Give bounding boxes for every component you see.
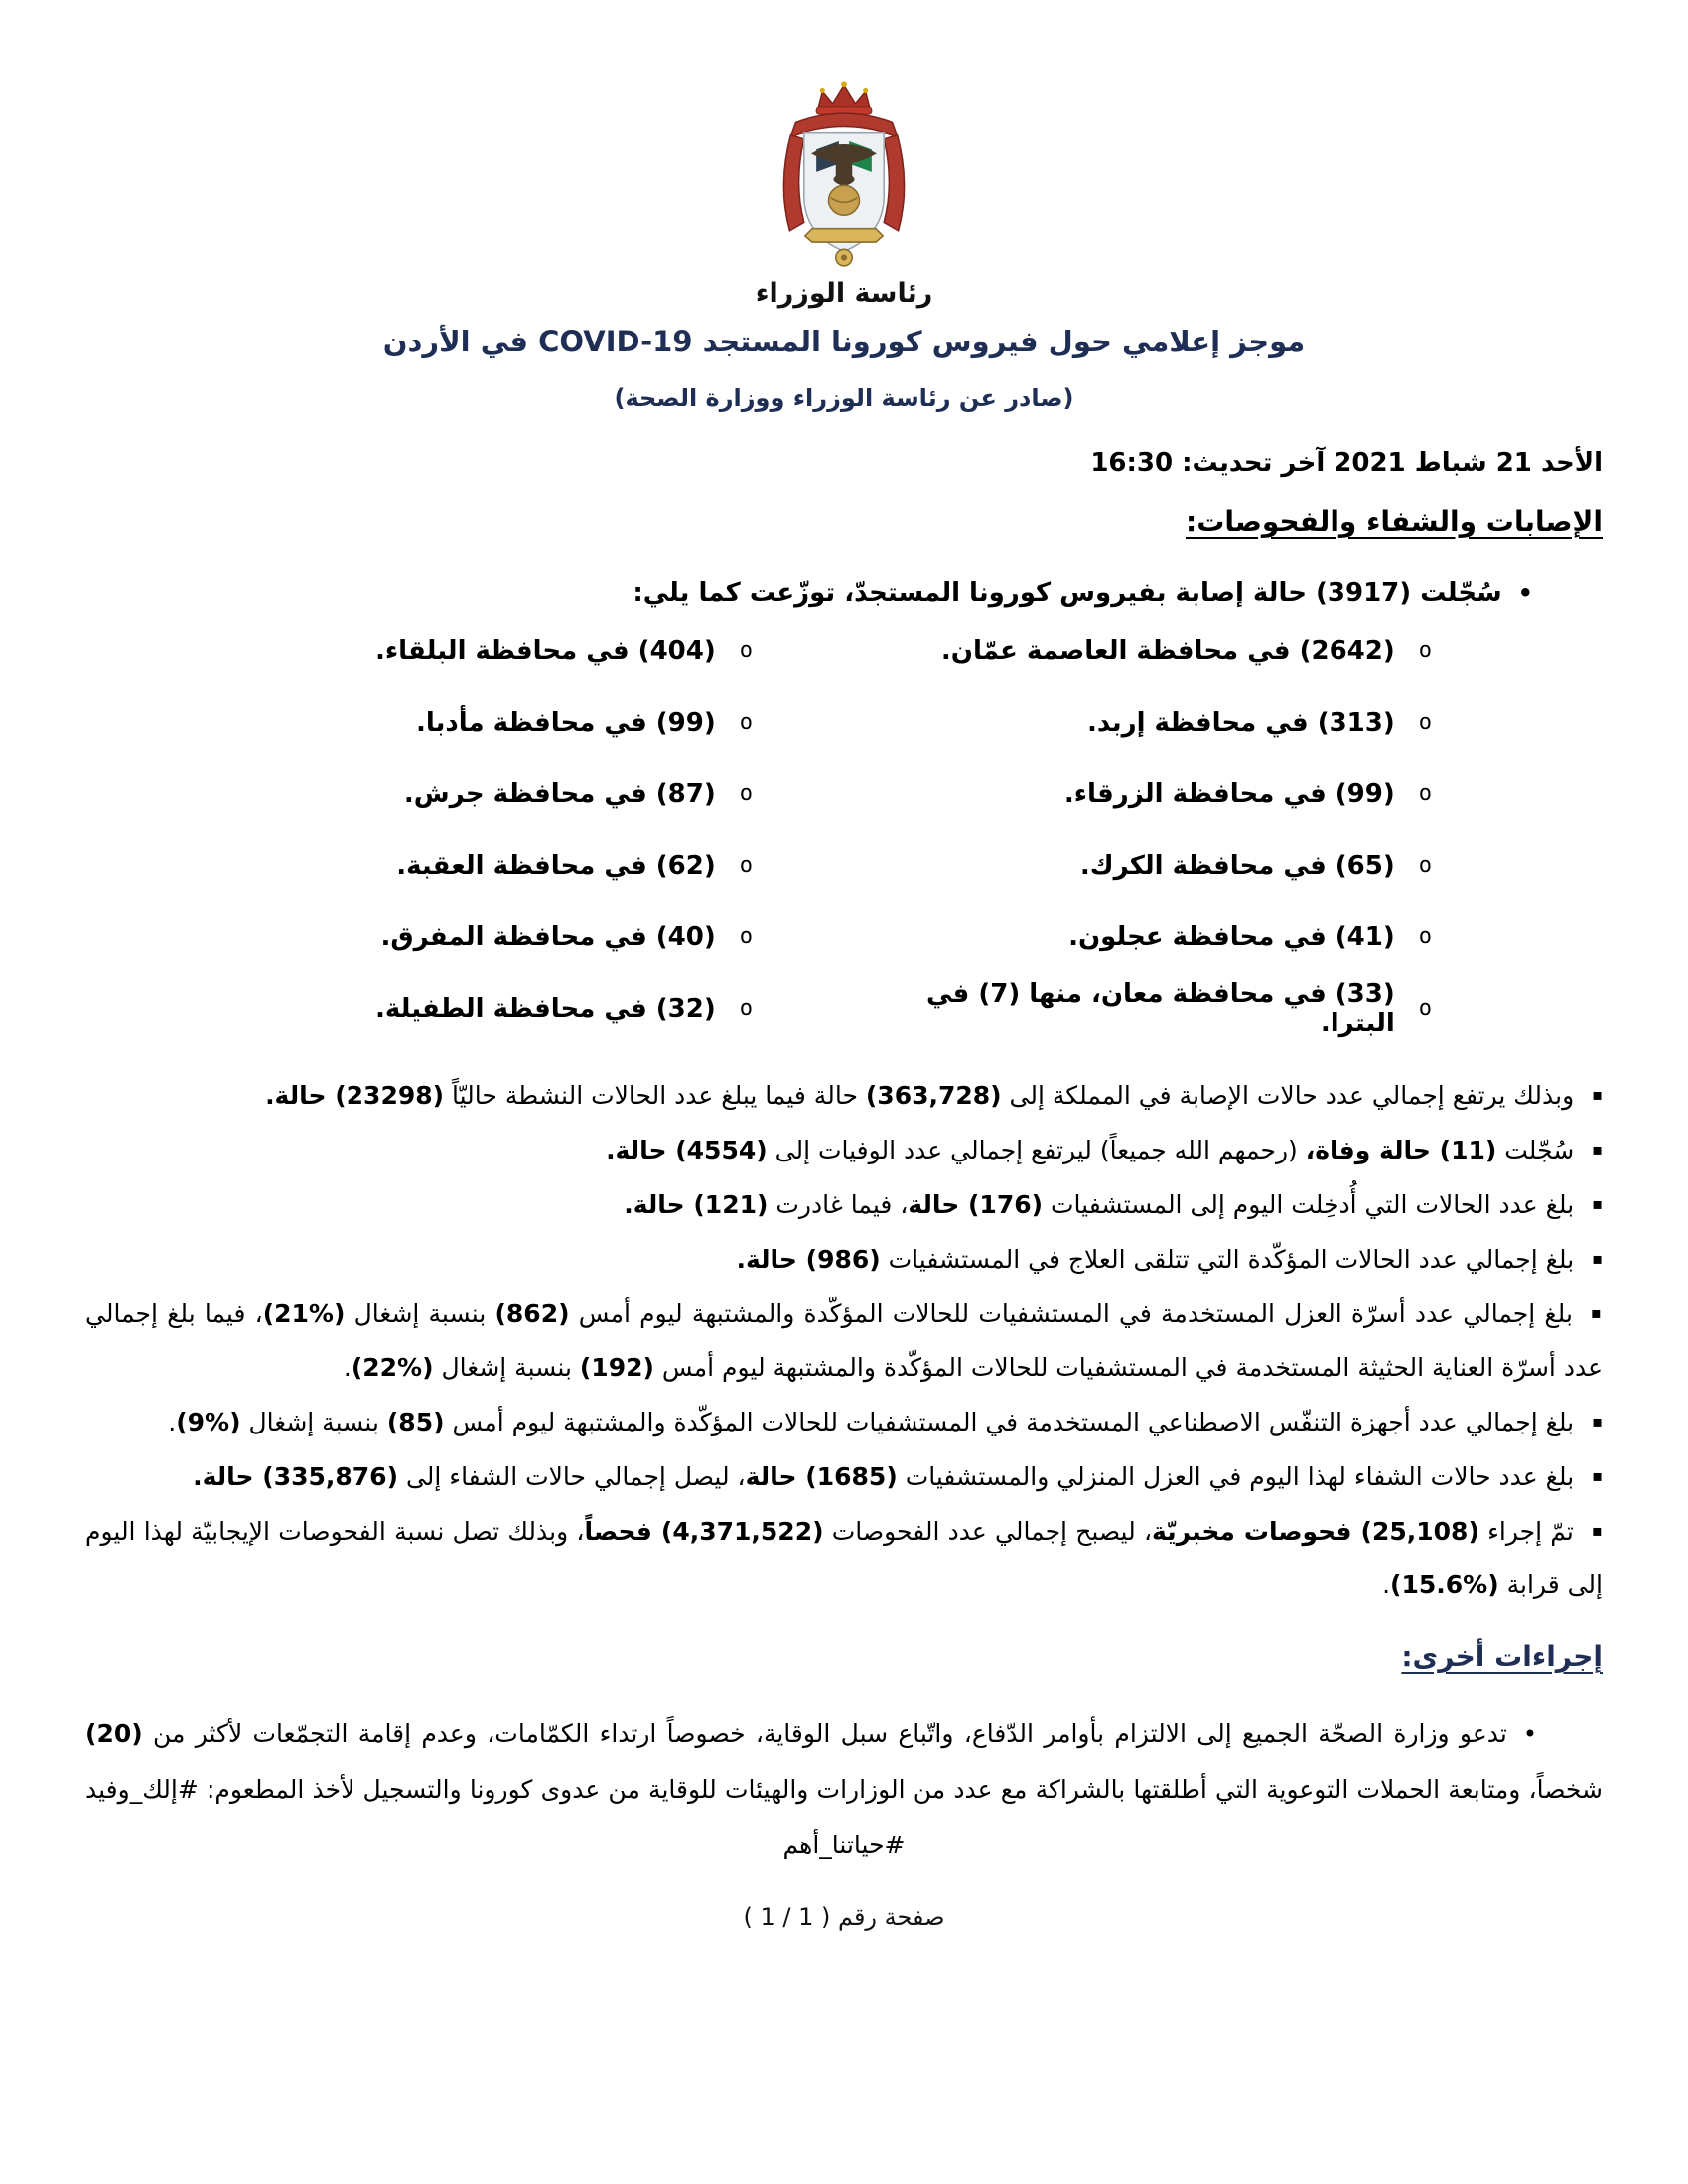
governorate-text: (40) في محافظة المفرق. xyxy=(380,922,716,952)
circle-bullet-icon: o xyxy=(1418,710,1432,735)
circle-bullet-icon: o xyxy=(739,924,753,949)
section-heading-other-measures: إجراءات أخرى: xyxy=(1401,1640,1603,1673)
governorate-text: (65) في محافظة الكرك. xyxy=(1079,851,1395,881)
governorate-item xyxy=(844,830,1603,901)
document-header xyxy=(85,77,1603,309)
disc-bullet-icon: • xyxy=(1522,1720,1537,1748)
square-bullet-icon: ▪ xyxy=(1590,1303,1603,1322)
page-title: موجز إعلامي حول فيروس كورونا المستجد COVID-19 في الأردن xyxy=(382,325,1306,358)
circle-bullet-icon: o xyxy=(1418,853,1432,878)
square-bullet-icon: ▪ xyxy=(1592,1249,1603,1268)
governorate-item xyxy=(844,758,1603,830)
governorate-text: (32) في محافظة الطفيلة. xyxy=(375,994,716,1024)
circle-bullet-icon: o xyxy=(1418,996,1432,1021)
stat-item-deaths xyxy=(85,1123,1603,1177)
disc-bullet-icon: • xyxy=(1517,579,1533,607)
governorate-text: (2642) في محافظة العاصمة عمّان. xyxy=(940,636,1395,666)
governorate-text: (33) في محافظة معان، منها (7) في البترا. xyxy=(925,979,1395,1038)
governorate-text: (313) في محافظة إربد. xyxy=(1086,708,1395,738)
stat-item-hospitalized-confirmed xyxy=(85,1232,1603,1287)
square-bullet-icon: ▪ xyxy=(1592,1194,1603,1213)
page-subtitle: (صادر عن رئاسة الوزراء ووزارة الصحة) xyxy=(614,384,1074,412)
circle-bullet-icon: o xyxy=(739,710,753,735)
governorate-item xyxy=(85,758,844,830)
circle-bullet-icon: o xyxy=(739,638,753,663)
circle-bullet-icon: o xyxy=(739,996,753,1021)
date-line: الأحد 21 شباط 2021 آخر تحديث: 16:30 xyxy=(1090,448,1603,478)
section-heading-cases: الإصابات والشفاء والفحوصات: xyxy=(1186,505,1603,538)
governorate-text: (99) في محافظة الزرقاء. xyxy=(1063,779,1395,809)
stat-text: تمّ إجراء (25,108) فحوصات مخبريّة، ليصبح إجمالي عدد الفحوصات (4,371,522) فحصاً، وبذلك تصل نسبة الفحوصات الإيجابيّة لهذا اليوم إلى قرابة (%15.6). xyxy=(85,1517,1603,1599)
stat-text: بلغ عدد حالات الشفاء لهذا اليوم في العزل المنزلي والمستشفيات (1685) حالة، ليصل إجمالي حالات الشفاء إلى (335,876) حالة. xyxy=(193,1462,1575,1491)
square-bullet-icon: ▪ xyxy=(1592,1140,1603,1159)
governorate-text: (87) في محافظة جرش. xyxy=(403,779,716,809)
stat-item-isolation-icu-beds xyxy=(85,1287,1603,1395)
stat-item-lab-tests xyxy=(85,1504,1603,1612)
circle-bullet-icon: o xyxy=(739,853,753,878)
governorate-item xyxy=(85,687,844,758)
governorate-item xyxy=(85,901,844,973)
stat-item-ventilators xyxy=(85,1395,1603,1449)
governorate-item xyxy=(844,615,1603,687)
logo-caption: رئاسة الوزراء xyxy=(755,278,933,309)
governorate-item xyxy=(844,687,1603,758)
stat-text: وبذلك يرتفع إجمالي عدد حالات الإصابة في المملكة إلى (363,728) حالة فيما يبلغ عدد الحالات النشطة حاليّاً (23298) حالة. xyxy=(265,1081,1575,1110)
governorates-list xyxy=(85,615,1603,1044)
governorate-item xyxy=(844,901,1603,973)
cases-intro-bullet xyxy=(85,578,1603,608)
governorate-text: (404) في محافظة البلقاء. xyxy=(374,636,716,666)
governorate-text: (41) في محافظة عجلون. xyxy=(1068,922,1395,952)
cases-intro-text: سُجّلت (3917) حالة إصابة بفيروس كورونا المستجدّ، توزّعت كما يلي: xyxy=(633,578,1502,608)
governorate-item xyxy=(85,973,844,1044)
statistics-list xyxy=(85,1068,1603,1612)
circle-bullet-icon: o xyxy=(1418,781,1432,806)
call-text: تدعو وزارة الصحّة الجميع إلى الالتزام بأوامر الدّفاع، واتّباع سبل الوقاية، خصوصاً ارتداء الكمّامات، وعدم إقامة التجمّعات لأكثر من (20) شخصاً، ومتابعة الحملات التوعوية التي أطلقتها بالشراكة مع عدد من الوزارات والهيئات للوقاية من عدوى كورونا والتسجيل لأخذ المطعوم: #إلك_وفيد #حياتنا_أهم xyxy=(85,1719,1603,1859)
stat-item-hospital-admissions xyxy=(85,1177,1603,1232)
governorate-item xyxy=(85,830,844,901)
stat-text: بلغ عدد الحالات التي أُدخِلت اليوم إلى المستشفيات (176) حالة، فيما غادرت (121) حالة. xyxy=(624,1190,1575,1219)
health-ministry-call-bullet xyxy=(85,1706,1603,1873)
governorate-item xyxy=(85,615,844,687)
jordan-coat-of-arms-logo xyxy=(755,77,933,272)
stat-text: سُجّلت (11) حالة وفاة، (رحمهم الله جميعاً) ليرتفع إجمالي عدد الوفيات إلى (4554) حالة. xyxy=(606,1136,1575,1164)
circle-bullet-icon: o xyxy=(1418,638,1432,663)
square-bullet-icon: ▪ xyxy=(1591,1521,1603,1540)
circle-bullet-icon: o xyxy=(739,781,753,806)
stat-text: بلغ إجمالي عدد أجهزة التنفّس الاصطناعي المستخدمة في المستشفيات للحالات المؤكّدة والمشتبهة ليوم أمس (85) بنسبة إشغال (%9). xyxy=(168,1408,1575,1436)
circle-bullet-icon: o xyxy=(1418,924,1432,949)
governorate-text: (99) في محافظة مأدبا. xyxy=(415,708,716,738)
governorate-item xyxy=(844,973,1603,1044)
stat-item-recoveries xyxy=(85,1449,1603,1504)
stat-text: بلغ إجمالي عدد أسرّة العزل المستخدمة في المستشفيات للحالات المؤكّدة والمشتبهة ليوم أمس (862) بنسبة إشغال (%21)، فيما بلغ إجمالي عدد أسرّة العناية الحثيثة المستخدمة في المستشفيات للحالات المؤكّدة والمشتبهة ليوم أمس (192) بنسبة إشغال (%22). xyxy=(85,1299,1603,1382)
stat-text: بلغ إجمالي عدد الحالات المؤكّدة التي تتلقى العلاج في المستشفيات (986) حالة. xyxy=(736,1245,1575,1274)
governorate-text: (62) في محافظة العقبة. xyxy=(396,851,716,881)
square-bullet-icon: ▪ xyxy=(1592,1466,1603,1485)
page-number: صفحة رقم ( 1 / 1 ) xyxy=(743,1903,945,1931)
square-bullet-icon: ▪ xyxy=(1592,1412,1603,1431)
stat-item-total-cases xyxy=(85,1068,1603,1123)
square-bullet-icon: ▪ xyxy=(1592,1085,1603,1104)
